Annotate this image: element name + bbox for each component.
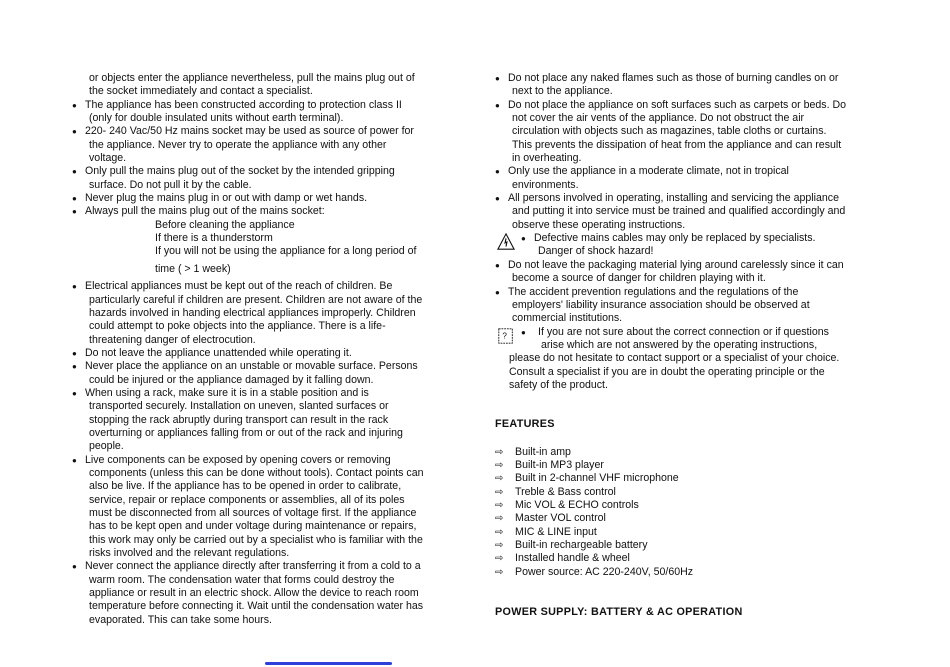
sub-item: Before cleaning the appliance	[155, 218, 295, 231]
text-line: safety of the product.	[509, 378, 608, 391]
text-line: hazards involved in handing electrical appliances improperly. Children	[89, 306, 416, 319]
blue-underline	[265, 662, 392, 665]
text-line: temperature before connecting it. Wait until the condensation water has	[89, 600, 424, 613]
text-line: become a source of danger for children playing with it.	[512, 272, 766, 285]
text-line: ● Do not place the appliance on soft surfaces such as carpets or beds. Do	[508, 98, 847, 111]
text-line: ● Never plug the mains plug in or out with damp or wet hands.	[85, 192, 368, 205]
text-line: transported securely. Installation on uneven, slanted surfaces or	[89, 400, 389, 413]
text-line: arise which are not answered by the operating instructions,	[541, 338, 818, 351]
hollow-arrow-icon: ⇨	[495, 540, 504, 551]
feature-label: Built in 2-channel VHF microphone	[515, 472, 679, 485]
text-line: ● All persons involved in operating, installing and servicing the appliance	[508, 192, 839, 205]
text-line: ● Only pull the mains plug out of the socket by the intended gripping	[85, 165, 395, 178]
bullet-item	[72, 560, 462, 627]
text-line: evaporated. This can take some hours.	[89, 613, 272, 626]
text-line: environments.	[512, 178, 579, 191]
hollow-arrow-icon: ⇨	[495, 499, 504, 511]
text-line: ● Defective mains cables may only be replaced by specialists.	[534, 232, 816, 245]
bullet-item	[495, 192, 890, 232]
text-line: ● Electrical appliances must be kept out of the reach of children. Be	[85, 280, 393, 293]
text-line: also be live. If the appliance has to be opened in order to calibrate,	[89, 480, 402, 493]
hollow-arrow-icon: ⇨	[495, 473, 504, 485]
feature-label: Installed handle & wheel	[515, 552, 630, 565]
hollow-arrow-icon: ⇨	[495, 513, 504, 525]
feature-label: Built-in rechargeable battery	[515, 539, 648, 551]
bullet-item	[72, 205, 462, 218]
text-line: this work may only be carried out by a specialist who is familiar with the	[89, 533, 423, 546]
text-line: in overheating.	[512, 152, 582, 165]
feature-item	[495, 486, 890, 499]
bullet-item	[72, 387, 462, 454]
hollow-arrow-icon: ⇨	[495, 566, 504, 578]
text-line: components (unless this can be done without tools). Contact points can	[89, 466, 424, 479]
text-line: the appliance. Never try to operate the appliance with any other	[89, 138, 387, 151]
bullet-item	[72, 360, 462, 387]
feature-item	[495, 446, 890, 459]
text-line: the socket immediately and contact a specialist.	[89, 85, 313, 98]
feature-label: Master VOL control	[515, 512, 606, 525]
warning-text	[521, 232, 890, 259]
text-line: ● Do not place any naked flames such as those of burning candles on or	[508, 72, 839, 84]
text-line: ● Live components can be exposed by opening covers or removing	[85, 453, 391, 466]
warning-block	[495, 232, 890, 259]
text-line: Danger of shock hazard!	[538, 245, 654, 258]
feature-label: Power source: AC 220-240V, 50/60Hz	[515, 565, 694, 578]
text-line: or objects enter the appliance nevertheless, pull the mains plug out of	[89, 72, 415, 84]
text-line: commercial institutions.	[512, 312, 623, 325]
text-line: observe these operating instructions.	[512, 218, 686, 231]
text-line: ● Never place the appliance on an unstable or movable surface. Persons	[85, 360, 418, 373]
text-line: risks involved and the relevant regulations.	[89, 547, 290, 560]
text-line: ● Do not leave the appliance unattended while operating it.	[85, 346, 352, 359]
text-line: ● The appliance has been constructed according to protection class II	[85, 98, 402, 111]
bullet-item	[72, 280, 462, 347]
text-line: (only for double insulated units without earth terminal).	[89, 112, 344, 125]
text-line: stopping the rack abruptly during transport can result in the rack	[89, 413, 389, 426]
feature-item	[495, 566, 890, 579]
text-line: ● Only use the appliance in a moderate climate, not in tropical	[508, 165, 789, 178]
features-heading: FEATURES	[495, 418, 555, 431]
feature-item	[495, 526, 890, 539]
feature-item	[495, 512, 890, 525]
note-text	[509, 325, 890, 393]
text-line: circulation with objects such as magazines, table cloths or curtains.	[512, 125, 827, 138]
text-line: ● 220- 240 Vac/50 Hz mains socket may be used as source of power for	[85, 125, 414, 138]
text-line: ● Never connect the appliance directly after transferring it from a cold to a	[85, 560, 421, 573]
text-line: threatening danger of electrocution.	[89, 333, 256, 346]
power-supply-heading: POWER SUPPLY: BATTERY & AC OPERATION	[495, 606, 743, 619]
feature-item	[495, 499, 890, 512]
bullet-item	[495, 286, 890, 326]
text-line: people.	[89, 440, 124, 453]
bullet-item	[72, 165, 462, 192]
text-line: must be disconnected from all sources of voltage first. If the appliance	[89, 507, 417, 519]
note-block	[495, 326, 890, 393]
features-list	[495, 446, 890, 579]
text-line: and putting it into service must be trained and qualified accordingly and	[512, 205, 846, 218]
sub-item: time ( > 1 week)	[155, 262, 231, 275]
text-line: please do not hesitate to contact support or a specialist of your choice.	[509, 352, 840, 365]
right-column	[495, 72, 890, 619]
text-line: employers' liability insurance association should be observed at	[512, 298, 810, 311]
bullet-item	[495, 259, 890, 286]
feature-item	[495, 472, 890, 485]
text-line: voltage.	[89, 152, 127, 165]
bullet-item	[495, 99, 890, 166]
text-line: surface. Do not pull it by the cable.	[89, 178, 252, 191]
text-line: could attempt to poke objects into the appliance. There is a life-	[89, 320, 386, 333]
feature-label: Built-in MP3 player	[515, 458, 604, 471]
text-line: ● The accident prevention regulations and the regulations of the	[508, 285, 799, 298]
bullet-item	[495, 165, 890, 192]
feature-item	[495, 459, 890, 472]
text-line: appliance or result in an electric shock. Allow the device to reach room	[89, 587, 419, 600]
text-line: This prevents the dissipation of heat from the appliance and can result	[512, 138, 842, 151]
hollow-arrow-icon: ⇨	[495, 486, 504, 498]
text-line: could be injured or the appliance damaged by it falling down.	[89, 373, 374, 386]
feature-label: Built-in amp	[515, 445, 571, 458]
feature-label: Mic VOL & ECHO controls	[515, 498, 639, 511]
text-line: warm room. The condensation water that forms could destroy the	[89, 573, 395, 586]
text-line: has to be kept open and under voltage during maintenance or repairs,	[89, 520, 417, 533]
left-column	[72, 72, 462, 627]
text-line: ● If you are not sure about the correct connection or if questions	[521, 326, 890, 339]
bullet-item	[72, 125, 462, 165]
feature-label: Treble & Bass control	[515, 485, 616, 498]
sub-item: If there is a thunderstorm	[155, 232, 273, 245]
hollow-arrow-icon: ⇨	[495, 526, 504, 538]
text-line: particularly careful if children are present. Children are not aware of the	[89, 293, 423, 306]
text-line: ● Always pull the mains plug out of the mains socket:	[85, 205, 325, 218]
text-line: ● Do not leave the packaging material lying around carelessly since it can	[508, 258, 844, 271]
feature-item	[495, 539, 890, 552]
sub-item: If you will not be using the appliance for a long period of	[155, 245, 417, 258]
note-icon	[497, 327, 515, 345]
bullet-item	[72, 347, 462, 360]
bullet-item	[72, 72, 462, 99]
warning-triangle-icon	[497, 233, 515, 251]
bullet-item	[72, 454, 462, 561]
feature-item	[495, 552, 890, 565]
text-line: Consult a specialist if you are in doubt the operating principle or the	[509, 365, 825, 378]
hollow-arrow-icon: ⇨	[495, 553, 504, 565]
text-line: not cover the air vents of the appliance. Do not obstruct the air	[512, 112, 805, 125]
feature-label: MIC & LINE input	[515, 525, 597, 538]
hollow-arrow-icon: ⇨	[495, 446, 504, 458]
hollow-arrow-icon: ⇨	[495, 459, 504, 471]
bullet-item	[72, 192, 462, 205]
text-line: ● When using a rack, make sure it is in a stable position and is	[85, 386, 369, 399]
text-line: service, repair or replace components or assemblies, all of its poles	[89, 493, 405, 506]
text-line: overturning or appliances falling from or out of the rack and injuring	[89, 426, 403, 439]
text-line: next to the appliance.	[512, 85, 613, 98]
svg-text:?: ?	[502, 331, 507, 341]
bullet-item	[72, 99, 462, 126]
bullet-item	[495, 72, 890, 99]
